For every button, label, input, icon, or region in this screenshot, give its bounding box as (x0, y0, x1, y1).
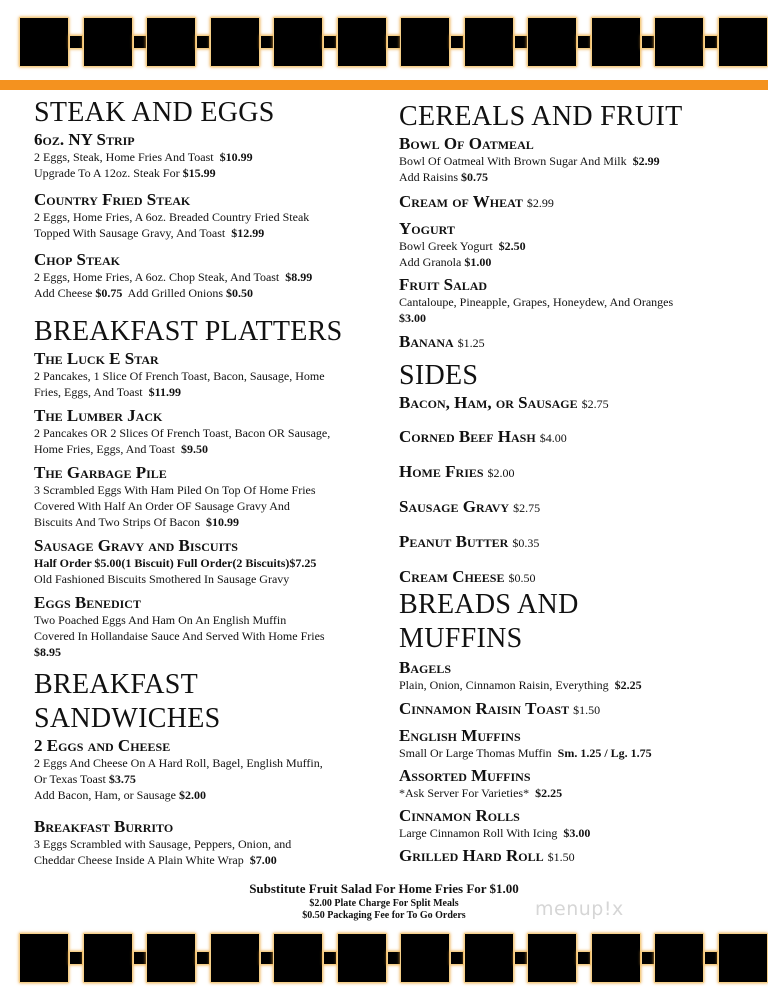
item-name: Grilled Hard Roll (399, 846, 544, 865)
menu-item (399, 134, 739, 185)
footer-note-substitute: Substitute Fruit Salad For Home Fries For $1.00 (249, 881, 519, 896)
item-name: Sausage Gravy and Biscuits (34, 536, 238, 555)
border-dot (388, 36, 400, 48)
item-desc: 3 Scrambled Eggs With Ham Piled On Top Of Home Fries (34, 483, 316, 497)
item-desc: 2 Pancakes OR 2 Slices Of French Toast, Bacon OR Sausage, (34, 426, 331, 440)
section-title: BREADS AND (399, 589, 579, 620)
border-square (592, 934, 640, 982)
menu-item (399, 219, 739, 270)
section-title: SANDWICHES (34, 703, 221, 734)
item-name: Chop Steak (34, 250, 120, 269)
item-price: $0.50 (226, 286, 253, 300)
watermark-logo: menup!x (535, 898, 624, 920)
item-name: Bacon, Ham, or Sausage (399, 393, 578, 412)
item-name: 2 Eggs and Cheese (34, 736, 171, 755)
item-desc: 2 Eggs And Cheese On A Hard Roll, Bagel, English Muffin, (34, 756, 323, 770)
item-desc: Add Granola (399, 255, 462, 269)
border-square (528, 18, 576, 66)
menu-item (399, 726, 739, 761)
item-name: Home Fries (399, 462, 484, 481)
item-desc: Add Raisins (399, 170, 459, 184)
item-price: $3.00 (399, 311, 426, 325)
border-square (20, 934, 68, 982)
left-column (34, 92, 364, 868)
item-desc: Covered With Half An Order OF Sausage Gravy And (34, 499, 290, 513)
section-cereals-and-fruit (399, 100, 739, 353)
item-price: $8.99 (285, 270, 313, 284)
item-desc: Topped With Sausage Gravy, And Toast (34, 226, 226, 240)
border-square (719, 934, 767, 982)
menu-item (34, 593, 364, 660)
item-desc: Plain, Onion, Cinnamon Raisin, Everything (399, 678, 609, 692)
item-desc: Biscuits And Two Strips Of Bacon (34, 515, 200, 529)
item-desc: Cheddar Cheese Inside A Plain White Wrap (34, 853, 244, 867)
border-dot (388, 952, 400, 964)
item-desc: Bowl Of Oatmeal With Brown Sugar And Milk (399, 154, 627, 168)
menu-item (34, 190, 364, 241)
border-dot (197, 952, 209, 964)
section-title: BREAKFAST (34, 669, 198, 700)
item-desc: Bowl Greek Yogurt (399, 239, 493, 253)
item-price: $12.99 (231, 226, 265, 240)
item-desc: Two Poached Eggs And Ham On An English Muffin (34, 613, 287, 627)
top-border-pattern (0, 12, 768, 72)
menu-item (34, 536, 364, 587)
bottom-border-pattern (0, 928, 768, 988)
menu-item (34, 250, 364, 301)
item-price: $2.25 (535, 786, 563, 800)
item-price: $1.25 (457, 336, 485, 350)
item-price: $15.99 (182, 166, 216, 180)
border-dot (705, 36, 717, 48)
item-desc: *Ask Server For Varieties* (399, 786, 530, 800)
item-price: $2.99 (526, 196, 554, 210)
item-name: Peanut Butter (399, 532, 509, 551)
item-desc: Covered In Hollandaise Sauce And Served With Home Fries (34, 629, 325, 643)
item-desc: Home Fries, Eggs, And Toast (34, 442, 175, 456)
list-item (399, 532, 739, 553)
item-name: Cinnamon Raisin Toast (399, 699, 570, 718)
item-desc: Upgrade To A 12oz. Steak For (34, 166, 180, 180)
item-price: $0.75 (461, 170, 489, 184)
border-dot (515, 952, 527, 964)
item-price-line: Half Order $5.00(1 Biscuit) Full Order(2 Biscuits)$7.25 (34, 556, 317, 570)
item-price: $2.99 (632, 154, 660, 168)
section-title: CEREALS AND FRUIT (399, 101, 683, 132)
item-price: $2.75 (513, 501, 541, 515)
menu-item (399, 699, 739, 720)
item-price: $0.75 (95, 286, 123, 300)
border-square (338, 18, 386, 66)
menu-item (34, 130, 364, 181)
border-dot (70, 952, 82, 964)
border-square (84, 18, 132, 66)
border-square (592, 18, 640, 66)
right-column (399, 100, 739, 867)
menu-item (34, 406, 364, 457)
item-name: The Luck E Star (34, 349, 159, 368)
item-desc: Add Bacon, Ham, or Sausage (34, 788, 176, 802)
item-price: $10.99 (205, 515, 239, 529)
item-price: $2.00 (178, 788, 206, 802)
item-desc: Old Fashioned Biscuits Smothered In Sausage Gravy (34, 572, 290, 586)
item-name: Bagels (399, 658, 452, 677)
section-breakfast-platters (34, 315, 364, 660)
border-square (274, 934, 322, 982)
menu-item (399, 806, 739, 841)
item-desc: Fries, Eggs, And Toast (34, 385, 143, 399)
menu-item (399, 766, 739, 801)
border-dot (642, 36, 654, 48)
border-square (655, 934, 703, 982)
border-dot (134, 36, 146, 48)
item-price: $2.50 (498, 239, 526, 253)
item-price: $1.00 (464, 255, 492, 269)
border-square (147, 18, 195, 66)
section-sides (399, 359, 739, 588)
border-square (211, 934, 259, 982)
item-price: $9.50 (180, 442, 208, 456)
border-square (147, 934, 195, 982)
item-price: $2.00 (487, 466, 515, 480)
border-square (20, 18, 68, 66)
item-name: Cinnamon Rolls (399, 806, 520, 825)
border-square (655, 18, 703, 66)
item-name: The Lumber Jack (34, 406, 163, 425)
item-name: Bowl Of Oatmeal (399, 134, 534, 153)
item-price: $10.99 (219, 150, 253, 164)
item-desc: Small Or Large Thomas Muffin (399, 746, 552, 760)
menu-item (34, 817, 364, 868)
border-dot (451, 36, 463, 48)
border-dot (578, 36, 590, 48)
section-title: SIDES (399, 360, 479, 391)
item-name: Cream of Wheat (399, 192, 523, 211)
item-name: Breakfast Burrito (34, 817, 174, 836)
item-desc: Add Cheese (34, 286, 93, 300)
item-desc: 2 Eggs, Steak, Home Fries And Toast (34, 150, 214, 164)
section-breakfast-sandwiches (34, 668, 364, 868)
item-price: $8.95 (34, 645, 61, 659)
border-square (84, 934, 132, 982)
item-desc: Large Cinnamon Roll With Icing (399, 826, 558, 840)
section-title: BREAKFAST PLATTERS (34, 316, 343, 347)
list-item (399, 497, 739, 518)
item-name: The Garbage Pile (34, 463, 167, 482)
menu-item (399, 192, 739, 213)
item-name: Fruit Salad (399, 275, 488, 294)
item-name: Banana (399, 332, 454, 351)
list-item (399, 567, 739, 588)
list-item (399, 462, 739, 483)
item-desc: 2 Eggs, Home Fries, A 6oz. Chop Steak, And Toast (34, 270, 280, 284)
item-price: $1.50 (573, 703, 601, 717)
border-square (528, 934, 576, 982)
item-name: Sausage Gravy (399, 497, 510, 516)
item-desc: 2 Pancakes, 1 Slice Of French Toast, Bacon, Sausage, Home (34, 369, 325, 383)
border-dot (515, 36, 527, 48)
menu-item (34, 349, 364, 400)
section-steak-and-eggs (34, 96, 364, 301)
item-desc: Or Texas Toast (34, 772, 106, 786)
border-square (401, 934, 449, 982)
list-item (399, 427, 739, 448)
item-name: 6oz. NY Strip (34, 130, 135, 149)
item-name: Yogurt (399, 219, 455, 238)
border-dot (578, 952, 590, 964)
footer-note-packaging: $0.50 Packaging Fee for To Go Orders (302, 910, 466, 921)
item-name: Assorted Muffins (399, 766, 531, 785)
item-price: $3.75 (108, 772, 136, 786)
section-title: MUFFINS (399, 623, 523, 654)
border-dot (705, 952, 717, 964)
border-square (465, 18, 513, 66)
footer-note-split: $2.00 Plate Charge For Split Meals (309, 898, 459, 909)
menu-item (34, 736, 364, 803)
item-price: $3.00 (563, 826, 591, 840)
item-price: $2.75 (581, 397, 609, 411)
menu-item (34, 463, 364, 530)
item-name: Corned Beef Hash (399, 427, 536, 446)
orange-divider-bar (0, 80, 768, 90)
item-price: $1.50 (547, 850, 575, 864)
border-dot (451, 952, 463, 964)
item-name: Country Fried Steak (34, 190, 191, 209)
menu-item (399, 275, 739, 326)
item-price: $4.00 (539, 431, 567, 445)
border-square (274, 18, 322, 66)
section-title: STEAK AND EGGS (34, 97, 275, 128)
border-dot (324, 36, 336, 48)
item-price: $0.35 (512, 536, 540, 550)
border-dot (134, 952, 146, 964)
border-square (211, 18, 259, 66)
item-desc: Cantaloupe, Pineapple, Grapes, Honeydew, And Oranges (399, 295, 674, 309)
item-price: $7.00 (249, 853, 277, 867)
item-name: Cream Cheese (399, 567, 505, 586)
border-dot (70, 36, 82, 48)
section-breads-and-muffins (399, 588, 739, 867)
item-price: $11.99 (148, 385, 181, 399)
menu-item (399, 332, 739, 353)
item-desc: 2 Eggs, Home Fries, A 6oz. Breaded Country Fried Steak (34, 210, 310, 224)
menu-item (399, 658, 739, 693)
border-dot (197, 36, 209, 48)
item-price: $2.25 (614, 678, 642, 692)
list-item (399, 393, 739, 414)
item-name: English Muffins (399, 726, 521, 745)
border-dot (261, 952, 273, 964)
item-desc: Add Grilled Onions (127, 286, 223, 300)
item-name: Eggs Benedict (34, 593, 141, 612)
item-price: Sm. 1.25 / Lg. 1.75 (557, 746, 652, 760)
menu-item (399, 846, 739, 867)
item-desc: 3 Eggs Scrambled with Sausage, Peppers, Onion, and (34, 837, 292, 851)
border-square (465, 934, 513, 982)
border-dot (261, 36, 273, 48)
border-dot (324, 952, 336, 964)
border-dot (642, 952, 654, 964)
item-price: $0.50 (508, 571, 536, 585)
border-square (401, 18, 449, 66)
border-square (719, 18, 767, 66)
border-square (338, 934, 386, 982)
